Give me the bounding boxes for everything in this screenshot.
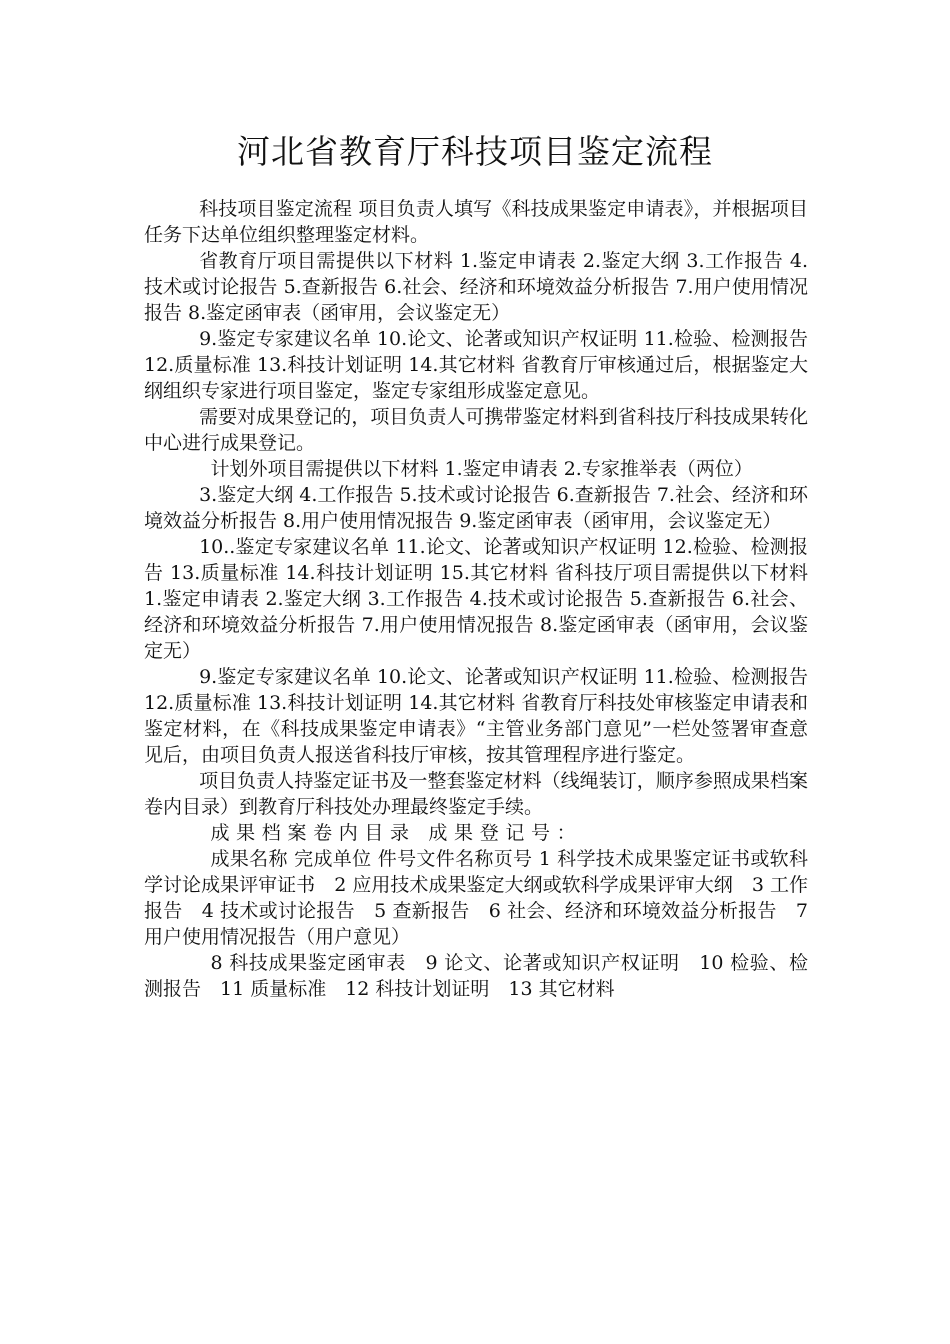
paragraph-process-intro: 科技项目鉴定流程 项目负责人填写《科技成果鉴定申请表》，并根据项目任务下达单位组织整理鉴定材料。 bbox=[144, 198, 808, 246]
paragraph-unplanned-project-materials: 计划外项目需提供以下材料 1.鉴定申请表 2.专家推举表（两位） bbox=[210, 458, 753, 480]
paragraph-final-procedure: 项目负责人持鉴定证书及一整套鉴定材料（线绳装订，顺序参照成果档案卷内目录）到教育厅科技处办理最终鉴定手续。 bbox=[144, 770, 808, 818]
paragraph-achievement-registration: 需要对成果登记的，项目负责人可携带鉴定材料到省科技厅科技成果转化中心进行成果登记。 bbox=[144, 406, 808, 454]
paragraph-archive-catalog-heading: 成果档案卷内目录 成果登记号： bbox=[210, 822, 583, 844]
paragraph-archive-catalog-items: 成果名称 完成单位 件号文件名称页号 1 科学技术成果鉴定证书或软科学讨论成果评审证书 2 应用技术成果鉴定大纲或软科学成果评审大纲 3 工作报告 4 技术或讨论报告 5 查新报告 6 社会、经济和环境效益分析报告 7 用户使用情况报告（用户意见） bbox=[144, 848, 808, 948]
document-title: 河北省教育厅科技项目鉴定流程 bbox=[237, 132, 713, 171]
paragraph-education-dept-materials: 省教育厅项目需提供以下材料 1.鉴定申请表 2.鉴定大纲 3.工作报告 4.技术或讨论报告 5.查新报告 6.社会、经济和环境效益分析报告 7.用户使用情况报告 8.鉴定函审表（函审用，会议鉴定无） bbox=[144, 250, 808, 324]
paragraph-science-dept-review: 9.鉴定专家建议名单 10.论文、论著或知识产权证明 11.检验、检测报告 12.质量标准 13.科技计划证明 14.其它材料 省教育厅科技处审核鉴定申请表和鉴定材料，在《科技成果鉴定申请表》“主管业务部门意见”一栏处签署审查意见后，由项目负责人报送省科技厅审核，按其管理程序进行鉴定。 bbox=[144, 666, 808, 766]
document-body bbox=[144, 196, 808, 1002]
paragraph-archive-catalog-items-cont: 8 科技成果鉴定函审表 9 论文、论著或知识产权证明 10 检验、检测报告 11 质量标准 12 科技计划证明 13 其它材料 bbox=[144, 952, 808, 1000]
paragraph-unplanned-project-materials-cont: 3.鉴定大纲 4.工作报告 5.技术或讨论报告 6.查新报告 7.社会、经济和环境效益分析报告 8.用户使用情况报告 9.鉴定函审表（函审用，会议鉴定无） bbox=[144, 484, 808, 532]
paragraph-science-dept-materials: 10..鉴定专家建议名单 11.论文、论著或知识产权证明 12.检验、检测报告 13.质量标准 14.科技计划证明 15.其它材料 省科技厅项目需提供以下材料 1.鉴定申请表 2.鉴定大纲 3.工作报告 4.技术或讨论报告 5.查新报告 6.社会、经济和环境效益分析报告 7.用户使用情况报告 8.鉴定函审表（函审用，会议鉴定无） bbox=[144, 536, 808, 662]
paragraph-education-dept-materials-cont: 9.鉴定专家建议名单 10.论文、论著或知识产权证明 11.检验、检测报告 12.质量标准 13.科技计划证明 14.其它材料 省教育厅审核通过后，根据鉴定大纲组织专家进行项目鉴定，鉴定专家组形成鉴定意见。 bbox=[144, 328, 808, 402]
